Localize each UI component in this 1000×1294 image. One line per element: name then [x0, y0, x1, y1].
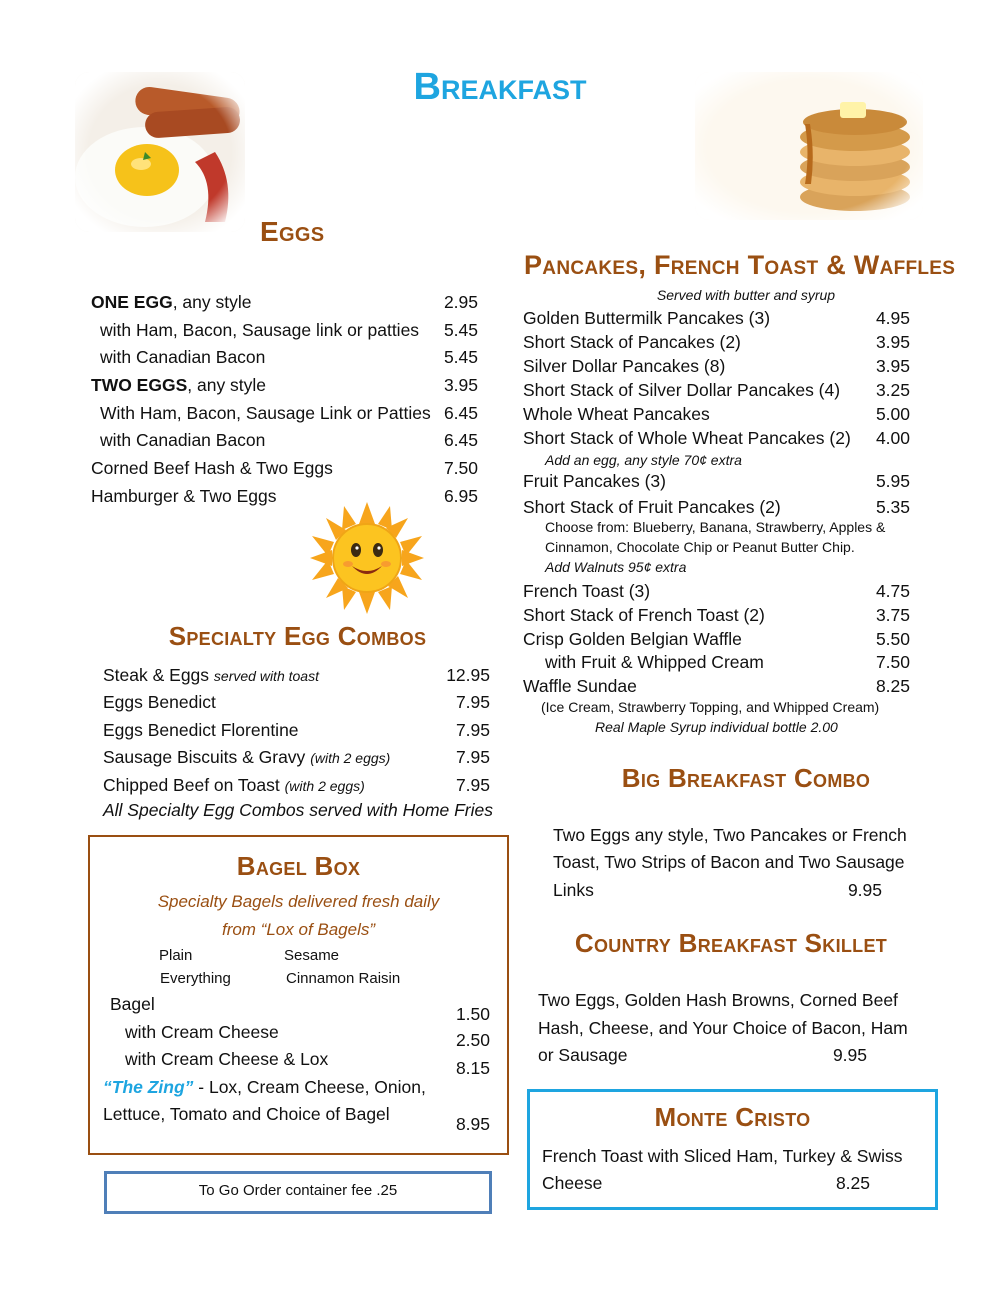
specialty-item-note: served with toast [213, 668, 319, 684]
eggs-item-name: with Canadian Bacon [100, 430, 266, 450]
pancakes-item-price: 5.95 [875, 471, 910, 491]
egg-note: Add an egg, any style 70¢ extra [545, 452, 742, 468]
pancakes-item-price: 8.25 [875, 676, 910, 696]
pancakes-item-price: 3.75 [875, 605, 910, 625]
pancakes-item-name: Whole Wheat Pancakes [523, 404, 710, 424]
big-combo-line1: Two Eggs any style, Two Pancakes or French [553, 825, 907, 845]
specialty-item-note: (with 2 eggs) [284, 778, 365, 794]
specialty-item [103, 747, 390, 768]
zing-line1 [103, 1077, 426, 1098]
pancakes-item-price: 7.50 [875, 652, 910, 672]
specialty-heading: Specialty Egg Combos [168, 621, 427, 651]
pancakes-item-name: Crisp Golden Belgian Waffle [523, 629, 742, 649]
eggs-item-name: with Canadian Bacon [100, 347, 266, 367]
pancakes-item-name: Silver Dollar Pancakes (8) [523, 356, 726, 376]
specialty-item [103, 665, 319, 686]
pancakes-item-price: 5.35 [875, 497, 910, 517]
monte-line2: Cheese [542, 1173, 603, 1193]
skillet-line2: Hash, Cheese, and Your Choice of Bacon, Ham [538, 1018, 908, 1038]
flavor-everything: Everything [160, 970, 231, 987]
eggs-item-name: With Ham, Bacon, Sausage Link or Patties [100, 403, 431, 423]
pancakes-item-price: 4.95 [875, 308, 910, 328]
bagel-item-price: 8.15 [455, 1058, 490, 1078]
pancakes-item-price: 4.75 [875, 581, 910, 601]
bagel-sub2: from “Lox of Bagels” [221, 920, 376, 939]
bagel-item-name: Bagel [110, 994, 155, 1014]
skillet-line3: or Sausage [538, 1045, 628, 1065]
pancakes-item-name: with Fruit & Whipped Cream [545, 652, 764, 672]
eggs-item-price: 6.45 [443, 403, 478, 423]
pancakes-item-name: Fruit Pancakes (3) [523, 471, 666, 491]
eggs-item-price: 5.45 [443, 347, 478, 367]
eggs-item [100, 403, 431, 424]
pancakes-photo [695, 72, 923, 220]
eggs-item-name: Corned Beef Hash & Two Eggs [91, 458, 333, 478]
pancakes-item-name: Waffle Sundae [523, 676, 637, 696]
specialty-item-price: 7.95 [455, 720, 490, 740]
flavor-sesame: Sesame [284, 947, 340, 964]
eggs-item [91, 458, 333, 479]
pancakes-item-name: French Toast (3) [523, 581, 651, 601]
eggs-item-price: 3.95 [443, 375, 478, 395]
togo-text: To Go Order container fee .25 [198, 1182, 398, 1199]
eggs-item [100, 347, 265, 368]
zing-price: 8.95 [455, 1114, 490, 1134]
specialty-item-name: Eggs Benedict [103, 692, 216, 712]
bagel-heading: Bagel Box [236, 851, 361, 881]
eggs-item-bold: TWO EGGS [91, 375, 188, 395]
skillet-heading: Country Breakfast Skillet [574, 928, 888, 958]
sundae-note: (Ice Cream, Strawberry Topping, and Whipped Cream) [541, 699, 880, 715]
pancakes-item-price: 3.25 [875, 380, 910, 400]
eggs-item-bold: ONE EGG [91, 292, 173, 312]
specialty-item-name: Chipped Beef on Toast [103, 775, 280, 795]
pancakes-item-name: Short Stack of Silver Dollar Pancakes (4) [523, 380, 841, 400]
bagel-item-price: 1.50 [455, 1004, 490, 1024]
pancakes-heading: Pancakes, French Toast & Waffles [524, 250, 956, 280]
smiling-sun-icon [308, 500, 426, 616]
eggs-item-name: with Ham, Bacon, Sausage link or patties [100, 320, 420, 340]
eggs-item-name: Hamburger & Two Eggs [91, 486, 277, 506]
pancakes-item-name: Short Stack of Pancakes (2) [523, 332, 741, 352]
eggs-item [91, 292, 251, 313]
pancakes-item-price: 5.50 [875, 629, 910, 649]
big-combo-line2: Toast, Two Strips of Bacon and Two Sausage [553, 852, 905, 872]
big-combo-price: 9.95 [847, 880, 882, 900]
specialty-item [103, 692, 216, 713]
bagel-item-name: with Cream Cheese & Lox [125, 1049, 329, 1069]
flavor-plain: Plain [159, 947, 193, 964]
eggs-heading: Eggs [260, 216, 325, 247]
bagel-item-name: with Cream Cheese [125, 1022, 279, 1042]
pancakes-sub: Served with butter and syrup [656, 287, 836, 303]
big-combo-heading: Big Breakfast Combo [621, 763, 871, 793]
specialty-item-name: Sausage Biscuits & Gravy [103, 747, 306, 767]
specialty-item [103, 775, 365, 796]
eggs-item-price: 6.45 [443, 430, 478, 450]
monte-line1: French Toast with Sliced Ham, Turkey & Swiss [542, 1146, 903, 1166]
pancakes-item-price: 3.95 [875, 332, 910, 352]
specialty-item-price: 7.95 [455, 775, 490, 795]
eggs-item-price: 5.45 [443, 320, 478, 340]
eggs-photo [75, 72, 245, 232]
zing-name: “The Zing” [103, 1077, 194, 1097]
pancakes-item-name: Golden Buttermilk Pancakes (3) [523, 308, 771, 328]
zing-desc1: - Lox, Cream Cheese, Onion, [193, 1077, 426, 1097]
eggs-item-price: 2.95 [443, 292, 478, 312]
specialty-item [103, 720, 299, 741]
eggs-item [91, 486, 276, 507]
monte-price: 8.25 [835, 1173, 870, 1193]
specialty-item-name: Steak & Eggs [103, 665, 210, 685]
skillet-line1: Two Eggs, Golden Hash Browns, Corned Beef [538, 990, 898, 1010]
specialty-item-name: Eggs Benedict Florentine [103, 720, 299, 740]
bagel-item-price: 2.50 [455, 1030, 490, 1050]
pancakes-item-name: Short Stack of Fruit Pancakes (2) [523, 497, 781, 517]
zing-line2: Lettuce, Tomato and Choice of Bagel [103, 1104, 390, 1124]
eggs-item-name: , any style [187, 375, 267, 395]
pancakes-item-price: 5.00 [875, 404, 910, 424]
pancakes-item-price: 3.95 [875, 356, 910, 376]
specialty-item-price: 7.95 [455, 747, 490, 767]
specialty-footer: All Specialty Egg Combos served with Home Fries [103, 800, 494, 820]
eggs-item [100, 430, 265, 451]
choose-note-2: Cinnamon, Chocolate Chip or Peanut Butter Chip. [545, 539, 855, 555]
walnut-note: Add Walnuts 95¢ extra [545, 559, 687, 575]
flavor-cinnamon-raisin: Cinnamon Raisin [286, 970, 401, 987]
eggs-item-price: 6.95 [443, 486, 478, 506]
eggs-item [100, 320, 419, 341]
pancakes-item-name: Short Stack of Whole Wheat Pancakes (2) [523, 428, 851, 448]
syrup-note: Real Maple Syrup individual bottle 2.00 [595, 719, 838, 735]
choose-note-1: Choose from: Blueberry, Banana, Strawberry, Apples & [545, 519, 886, 535]
specialty-item-price: 7.95 [455, 692, 490, 712]
bagel-sub1: Specialty Bagels delivered fresh daily [157, 892, 440, 911]
specialty-item-note: (with 2 eggs) [310, 750, 391, 766]
page-title: Breakfast [413, 66, 587, 108]
eggs-item-price: 7.50 [443, 458, 478, 478]
eggs-item [91, 375, 266, 396]
pancakes-item-price: 4.00 [875, 428, 910, 448]
big-combo-line3: Links [553, 880, 594, 900]
skillet-price: 9.95 [832, 1045, 867, 1065]
pancakes-item-name: Short Stack of French Toast (2) [523, 605, 765, 625]
specialty-item-price: 12.95 [446, 665, 490, 685]
monte-heading: Monte Cristo [654, 1102, 811, 1132]
eggs-item-name: , any style [172, 292, 252, 312]
